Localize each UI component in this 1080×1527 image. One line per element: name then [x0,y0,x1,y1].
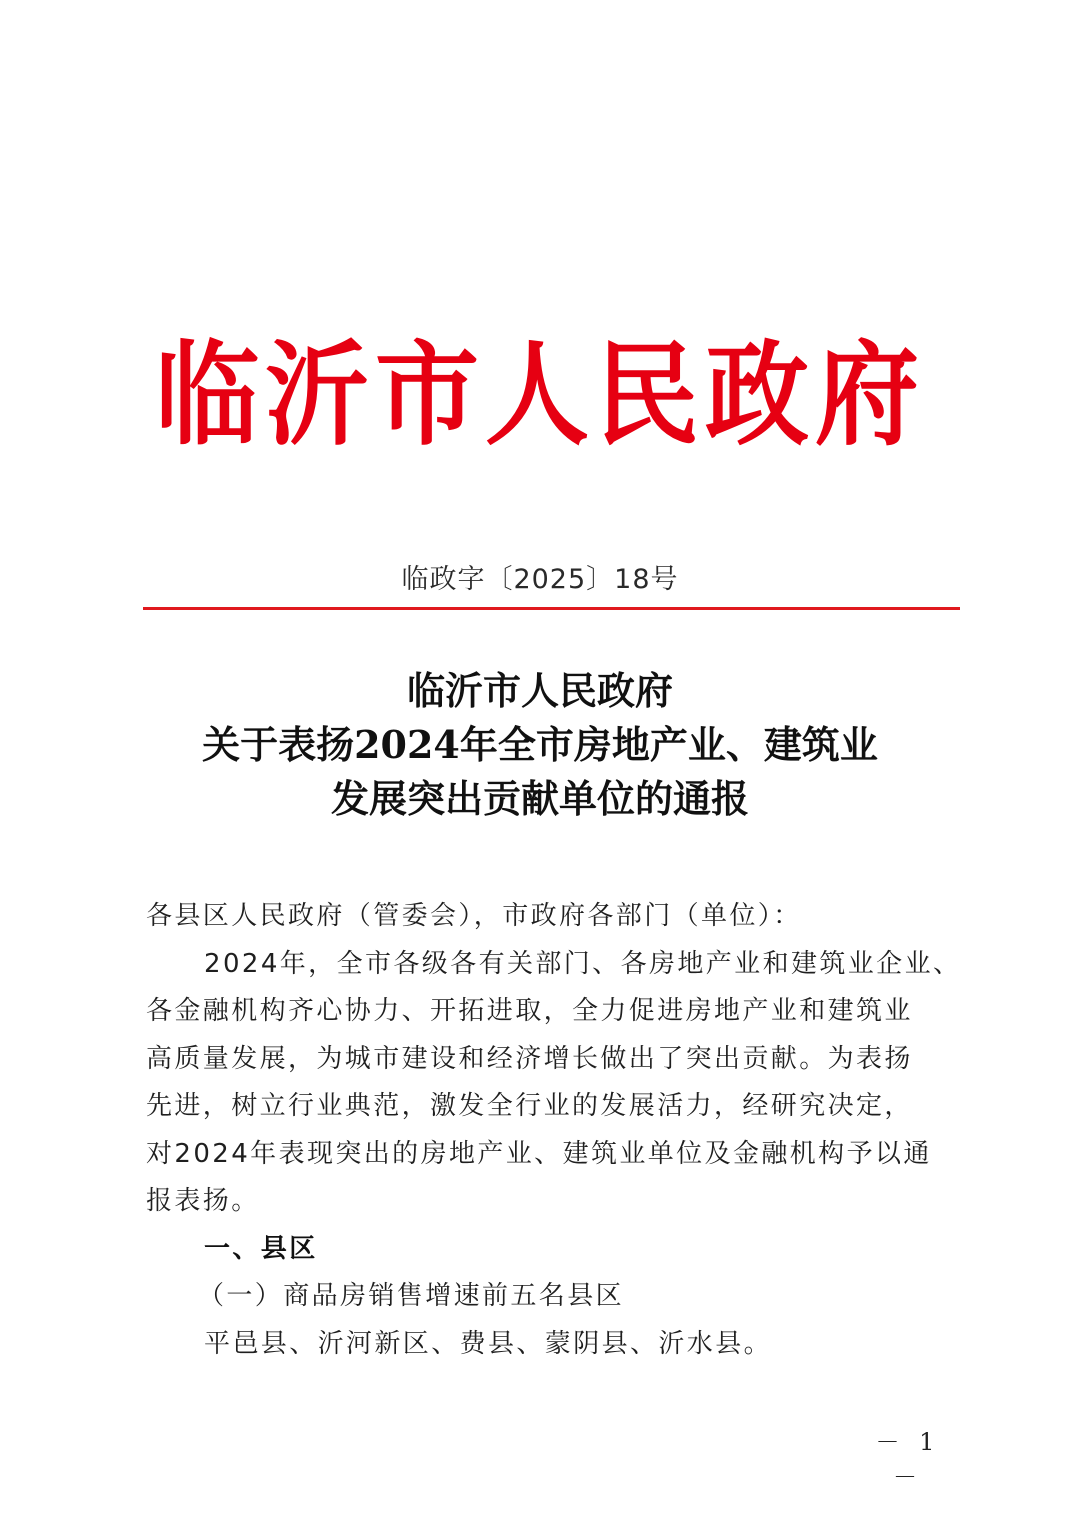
paragraph-line: 高质量发展，为城市建设和经济增长做出了突出贡献。为表扬 [146,1043,913,1074]
document-body [146,893,962,1368]
paragraph-line: 2024年，全市各级各有关部门、各房地产业和建筑业企业、 [204,948,962,979]
page-number: － 1 － [875,1428,941,1491]
government-masthead: 临沂市人民政府 [154,328,925,461]
subsection-heading-sales-growth: （一）商品房销售增速前五名县区 [198,1281,625,1311]
document-title [0,664,1080,826]
section-heading-counties: 一、县区 [204,1233,318,1264]
title-line-subject: 关于表扬2024年全市房地产业、建筑业 [202,722,878,767]
title-line-issuer: 临沂市人民政府 [406,668,673,713]
paragraph-line: 对2024年表现突出的房地产业、建筑业单位及金融机构予以通 [146,1138,932,1169]
subsection-content-counties: 平邑县、沂河新区、费县、蒙阴县、沂水县。 [204,1328,773,1359]
paragraph-line: 报表扬。 [146,1186,260,1216]
paragraph-line: 各金融机构齐心协力、开拓进取，全力促进房地产业和建筑业 [146,996,913,1026]
paragraph-line: 先进，树立行业典范，激发全行业的发展活力，经研究决定， [146,1091,913,1121]
red-separator-line [143,607,960,610]
document-number: 临政字〔2025〕18号 [401,564,679,595]
title-line-subject-cont: 发展突出贡献单位的通报 [330,776,749,821]
salutation: 各县区人民政府（管委会），市政府各部门（单位）： [146,901,802,931]
